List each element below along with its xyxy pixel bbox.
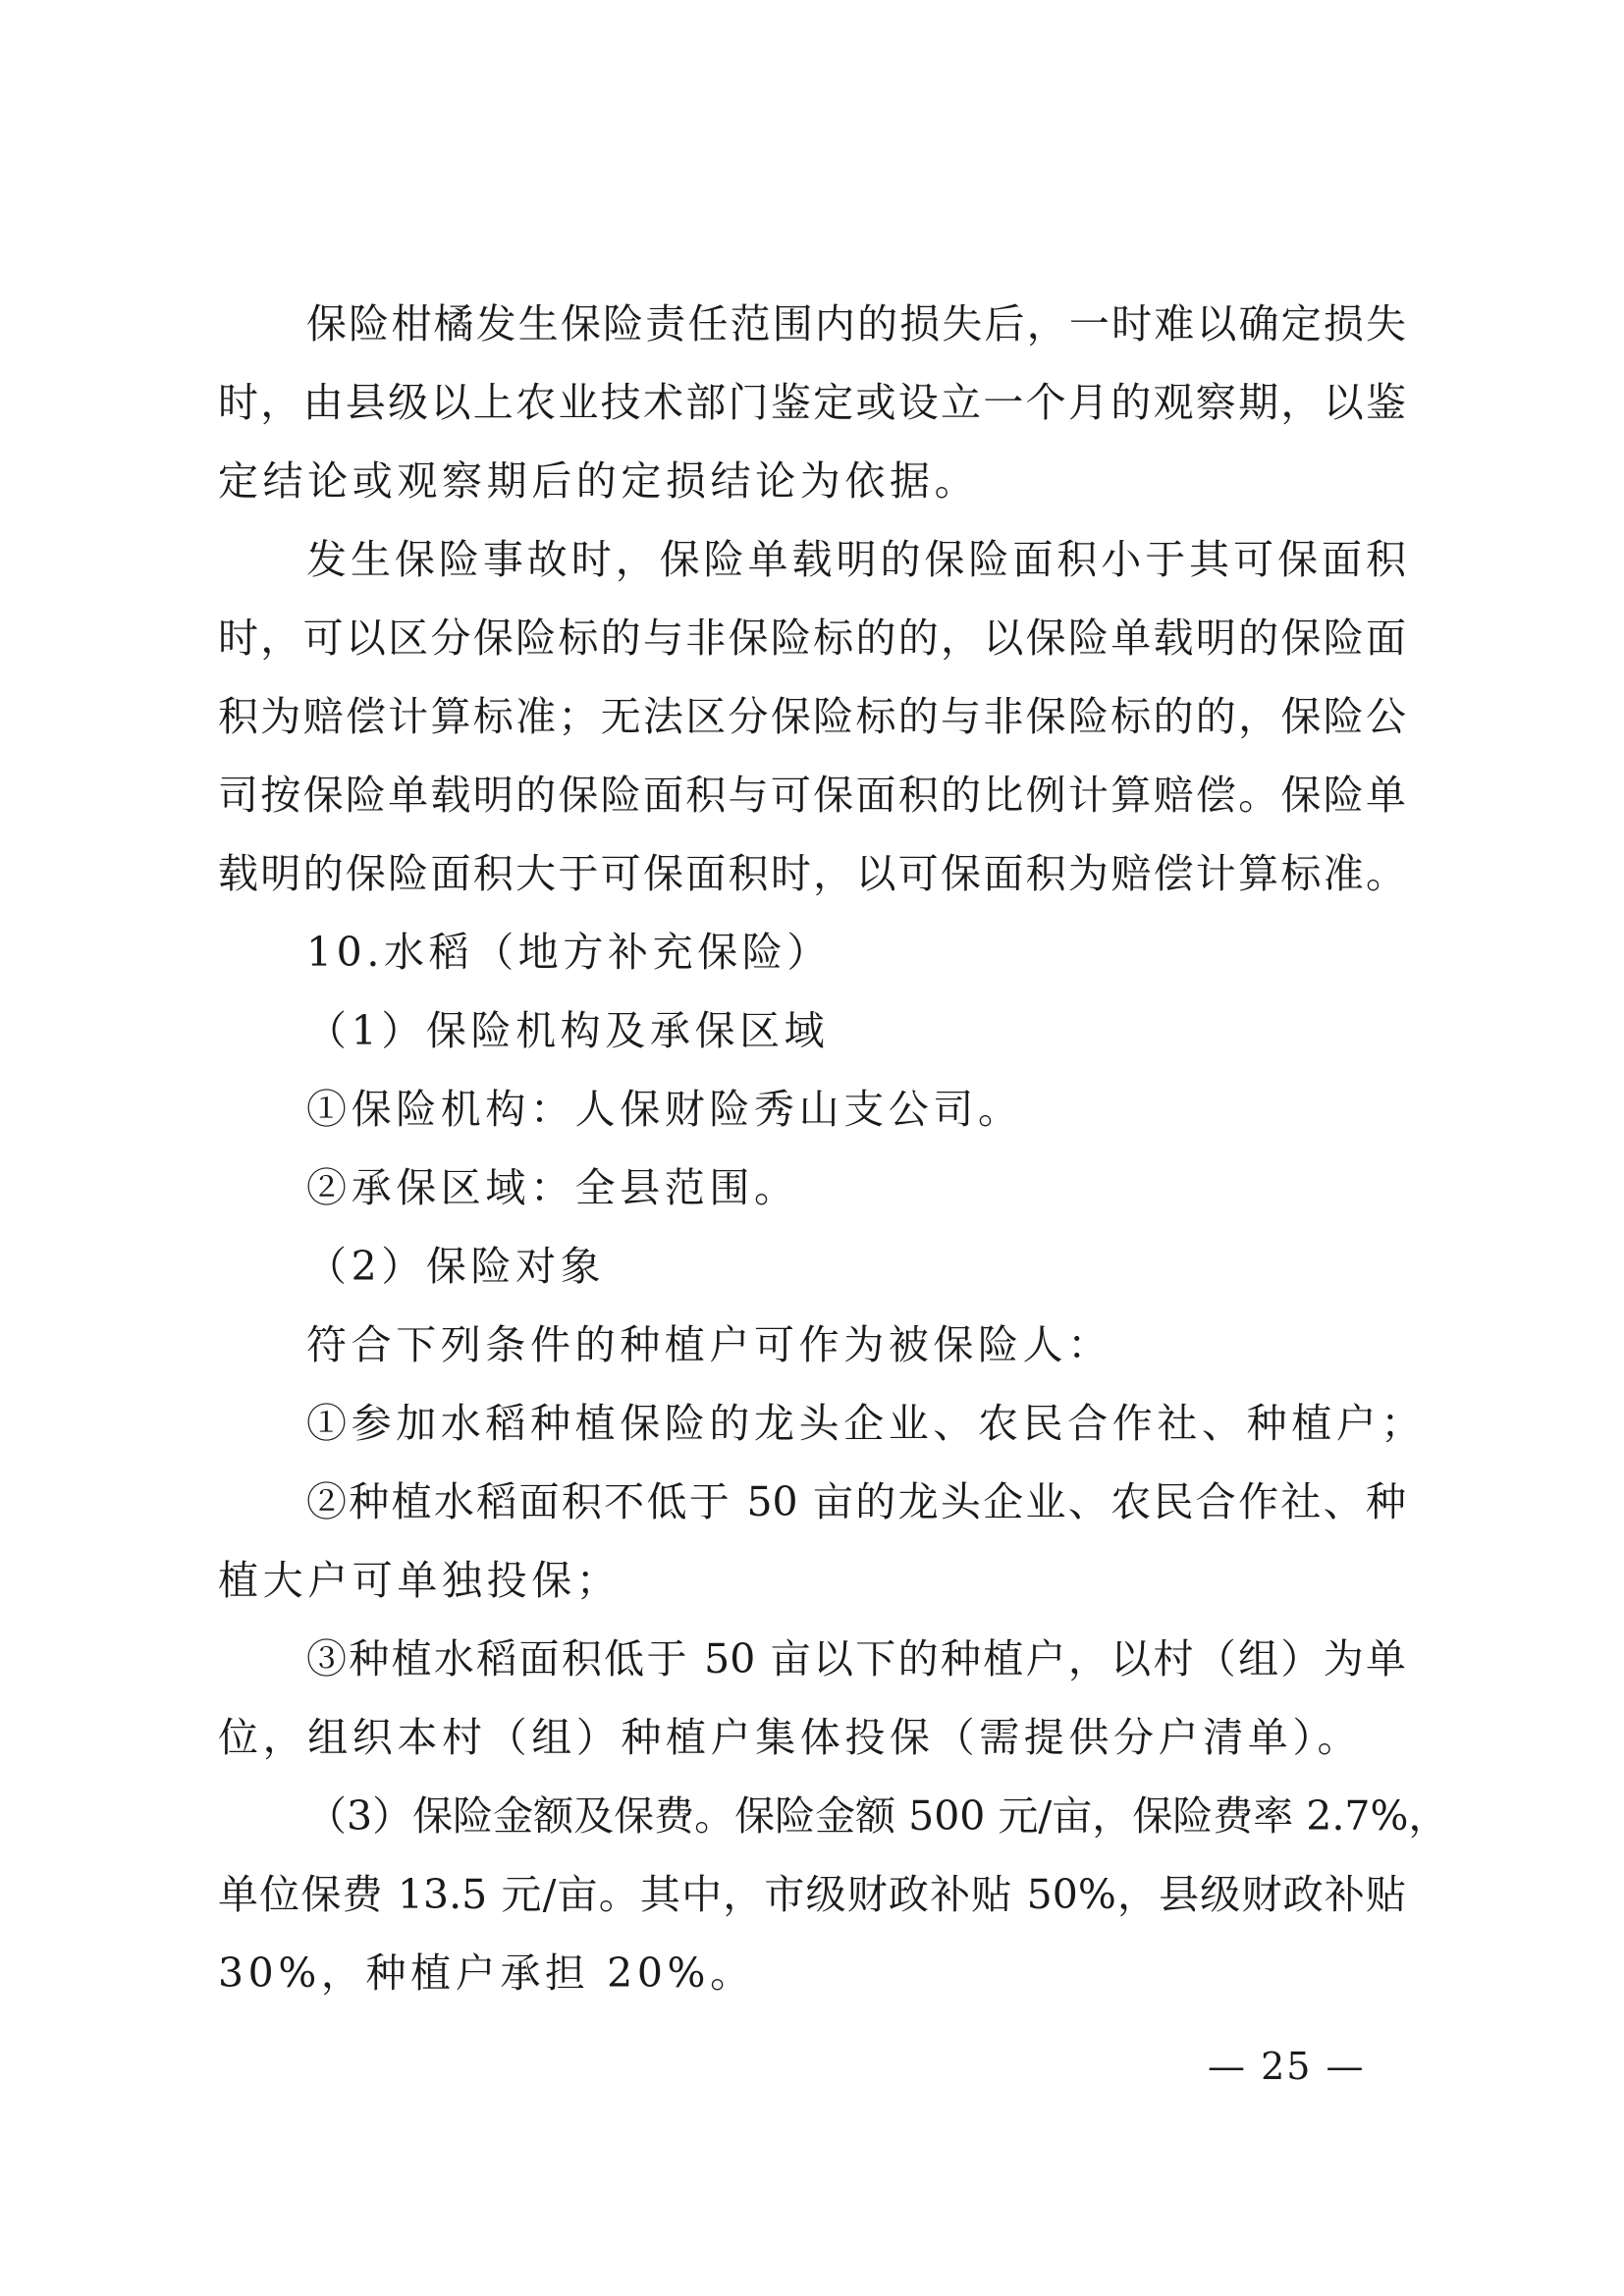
subsection-heading: （2）保险对象 [306,1243,606,1290]
subsection-heading: （1）保险机构及承保区域 [306,1007,830,1054]
section-heading: 10.水稻（地方补充保险） [306,929,833,976]
text-line: 30%，种植户承担 20%。 [218,1949,755,1997]
text-line: 保险柑橘发生保险责任范围内的损失后，一时难以确定损失 [306,300,1406,347]
text-line: 发生保险事故时，保险单载明的保险面积小于其可保面积 [306,536,1406,583]
text-line: ①保险机构：人保财险秀山支公司。 [306,1086,1023,1133]
page-number: — 25 — [1208,2045,1366,2088]
text-line: 植大户可单独投保； [218,1557,622,1604]
text-line: ②承保区域：全县范围。 [306,1164,799,1211]
body-text [218,285,1449,2012]
text-line: 符合下列条件的种植户可作为被保险人： [306,1321,1112,1368]
text-line: 司按保险单载明的保险面积与可保面积的比例计算赔偿。保险单 [218,772,1406,819]
text-line: 时，可以区分保险标的与非保险标的的，以保险单载明的保险面 [218,614,1406,662]
text-line: 载明的保险面积大于可保面积时，以可保面积为赔偿计算标准。 [218,850,1406,897]
text-line: 定结论或观察期后的定损结论为依据。 [218,457,980,505]
text-line: ③种植水稻面积低于 50 亩以下的种植户，以村（组）为单 [306,1635,1406,1682]
text-line: 积为赔偿计算标准；无法区分保险标的与非保险标的的，保险公 [218,693,1406,740]
text-line: 位，组织本村（组）种植户集体投保（需提供分户清单）。 [218,1714,1363,1761]
text-line: ①参加水稻种植保险的龙头企业、农民合作社、种植户； [306,1400,1426,1447]
text-line: 单位保费 13.5 元/亩。其中，市级财政补贴 50%，县级财政补贴 [218,1871,1406,1918]
text-line: ②种植水稻面积不低于 50 亩的龙头企业、农民合作社、种 [306,1478,1406,1525]
text-line: （3）保险金额及保费。保险金额 500 元/亩，保险费率 2.7%， [306,1792,1449,1840]
text-line: 时，由县级以上农业技术部门鉴定或设立一个月的观察期，以鉴 [218,379,1406,426]
